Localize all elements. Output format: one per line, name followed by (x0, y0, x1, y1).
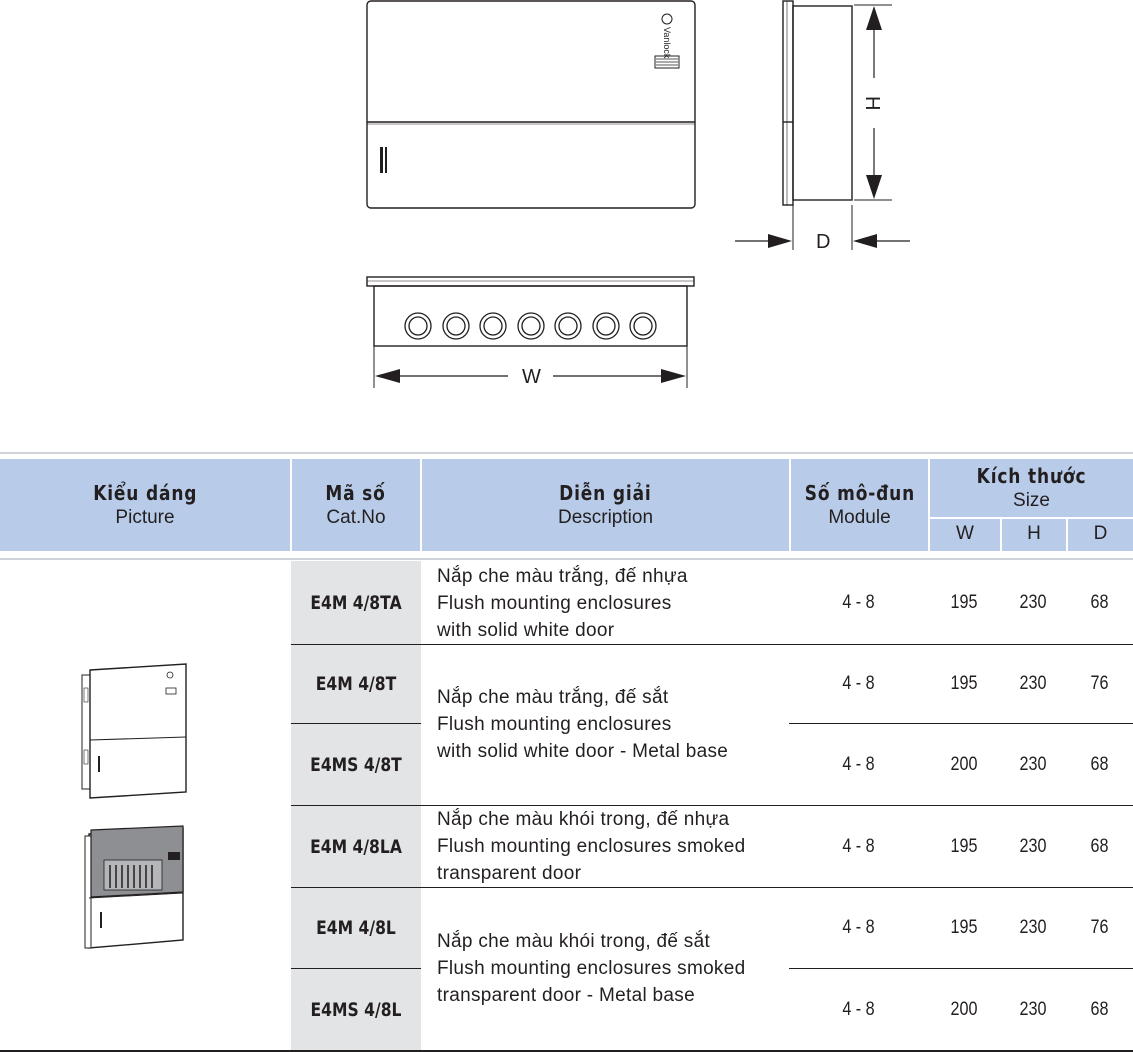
description-line: Flush mounting enclosures (437, 714, 672, 735)
module-cell: 4 - 8 (842, 835, 875, 857)
description-cell (437, 806, 787, 887)
description-cell (437, 563, 787, 644)
top-view (367, 277, 694, 346)
header-picture-en: Picture (115, 507, 175, 528)
depth-cell: 76 (1090, 917, 1109, 938)
depth-label: D (816, 231, 831, 253)
white-door-enclosure-image (82, 664, 186, 798)
height-cell: 230 (1019, 591, 1047, 613)
table-header (0, 459, 1133, 551)
description-line: with solid white door - Metal base (437, 741, 729, 762)
depth-cell: 68 (1090, 835, 1109, 857)
header-size-en: Size (1013, 490, 1050, 511)
height-label: H (861, 96, 883, 111)
height-cell: 230 (1019, 835, 1047, 857)
cat-no-cell: E4MS 4/8T (310, 753, 402, 776)
width-cell: 195 (950, 591, 978, 613)
cat-no-cell: E4M 4/8T (315, 673, 397, 695)
header-size-d: D (1093, 523, 1108, 544)
module-cell: 4 - 8 (842, 591, 875, 613)
header-module-vi: Số mô-đun (804, 481, 915, 505)
description-cell (437, 684, 787, 765)
depth-cell: 68 (1090, 998, 1109, 1020)
header-size-w: W (956, 523, 974, 544)
header-module (791, 459, 928, 551)
smoked-door-enclosure-image (85, 826, 183, 948)
height-cell: 230 (1019, 753, 1047, 775)
width-cell: 200 (950, 753, 978, 775)
header-picture (0, 459, 290, 551)
description-line: with solid white door (437, 620, 615, 641)
technical-drawing (0, 0, 1133, 400)
header-size-h: H (1027, 523, 1041, 544)
description-line: Nắp che màu khói trong, đế sắt (437, 931, 711, 952)
header-size (930, 459, 1133, 517)
header-description-vi: Diễn giải (559, 481, 652, 505)
depth-cell: 68 (1090, 591, 1109, 613)
header-size-vi: Kích thước (976, 464, 1087, 488)
height-cell: 230 (1019, 998, 1047, 1020)
header-picture-vi: Kiểu dáng (92, 481, 198, 505)
description-line: Flush mounting enclosures (437, 593, 672, 614)
header-catno (292, 459, 420, 551)
size-subheader-line (929, 517, 1133, 519)
width-cell: 195 (950, 835, 978, 857)
depth-cell: 76 (1090, 673, 1109, 694)
cat-no-cell: E4M 4/8TA (310, 591, 402, 614)
description-line: transparent door (437, 863, 582, 884)
module-cell: 4 - 8 (842, 753, 875, 775)
description-cell (437, 928, 787, 1009)
picture-column (0, 560, 290, 1050)
width-cell: 195 (950, 917, 978, 938)
description-line: Flush mounting enclosures smoked (437, 836, 746, 857)
width-cell: 195 (950, 673, 978, 694)
depth-cell: 68 (1090, 753, 1109, 775)
cat-no-cell: E4MS 4/8L (310, 998, 402, 1021)
header-description (422, 459, 789, 551)
description-line: Nắp che màu khói trong, đế nhựa (437, 809, 730, 830)
header-catno-vi: Mã số (325, 481, 387, 505)
header-description-en: Description (557, 507, 654, 528)
cat-no-cell: E4M 4/8L (316, 917, 396, 939)
width-cell: 200 (950, 998, 978, 1020)
description-line: Nắp che màu trắng, đế nhựa (437, 566, 688, 587)
description-line: Flush mounting enclosures smoked (437, 958, 746, 979)
width-label: W (522, 366, 541, 388)
cat-no-cell: E4M 4/8LA (310, 835, 402, 858)
header-catno-en: Cat.No (326, 507, 386, 528)
height-cell: 230 (1019, 673, 1047, 694)
height-cell: 230 (1019, 917, 1047, 938)
front-lower-logo (380, 147, 387, 173)
description-line: transparent door - Metal base (437, 985, 695, 1006)
header-module-en: Module (828, 507, 891, 528)
side-view (783, 1, 852, 205)
module-cell: 4 - 8 (842, 917, 875, 938)
table-top-rule (0, 452, 1133, 454)
front-brand-label: Vanlock (662, 27, 672, 59)
description-line: Nắp che màu trắng, đế sắt (437, 687, 669, 708)
front-view (367, 1, 695, 208)
module-cell: 4 - 8 (842, 998, 875, 1020)
module-cell: 4 - 8 (842, 673, 875, 694)
